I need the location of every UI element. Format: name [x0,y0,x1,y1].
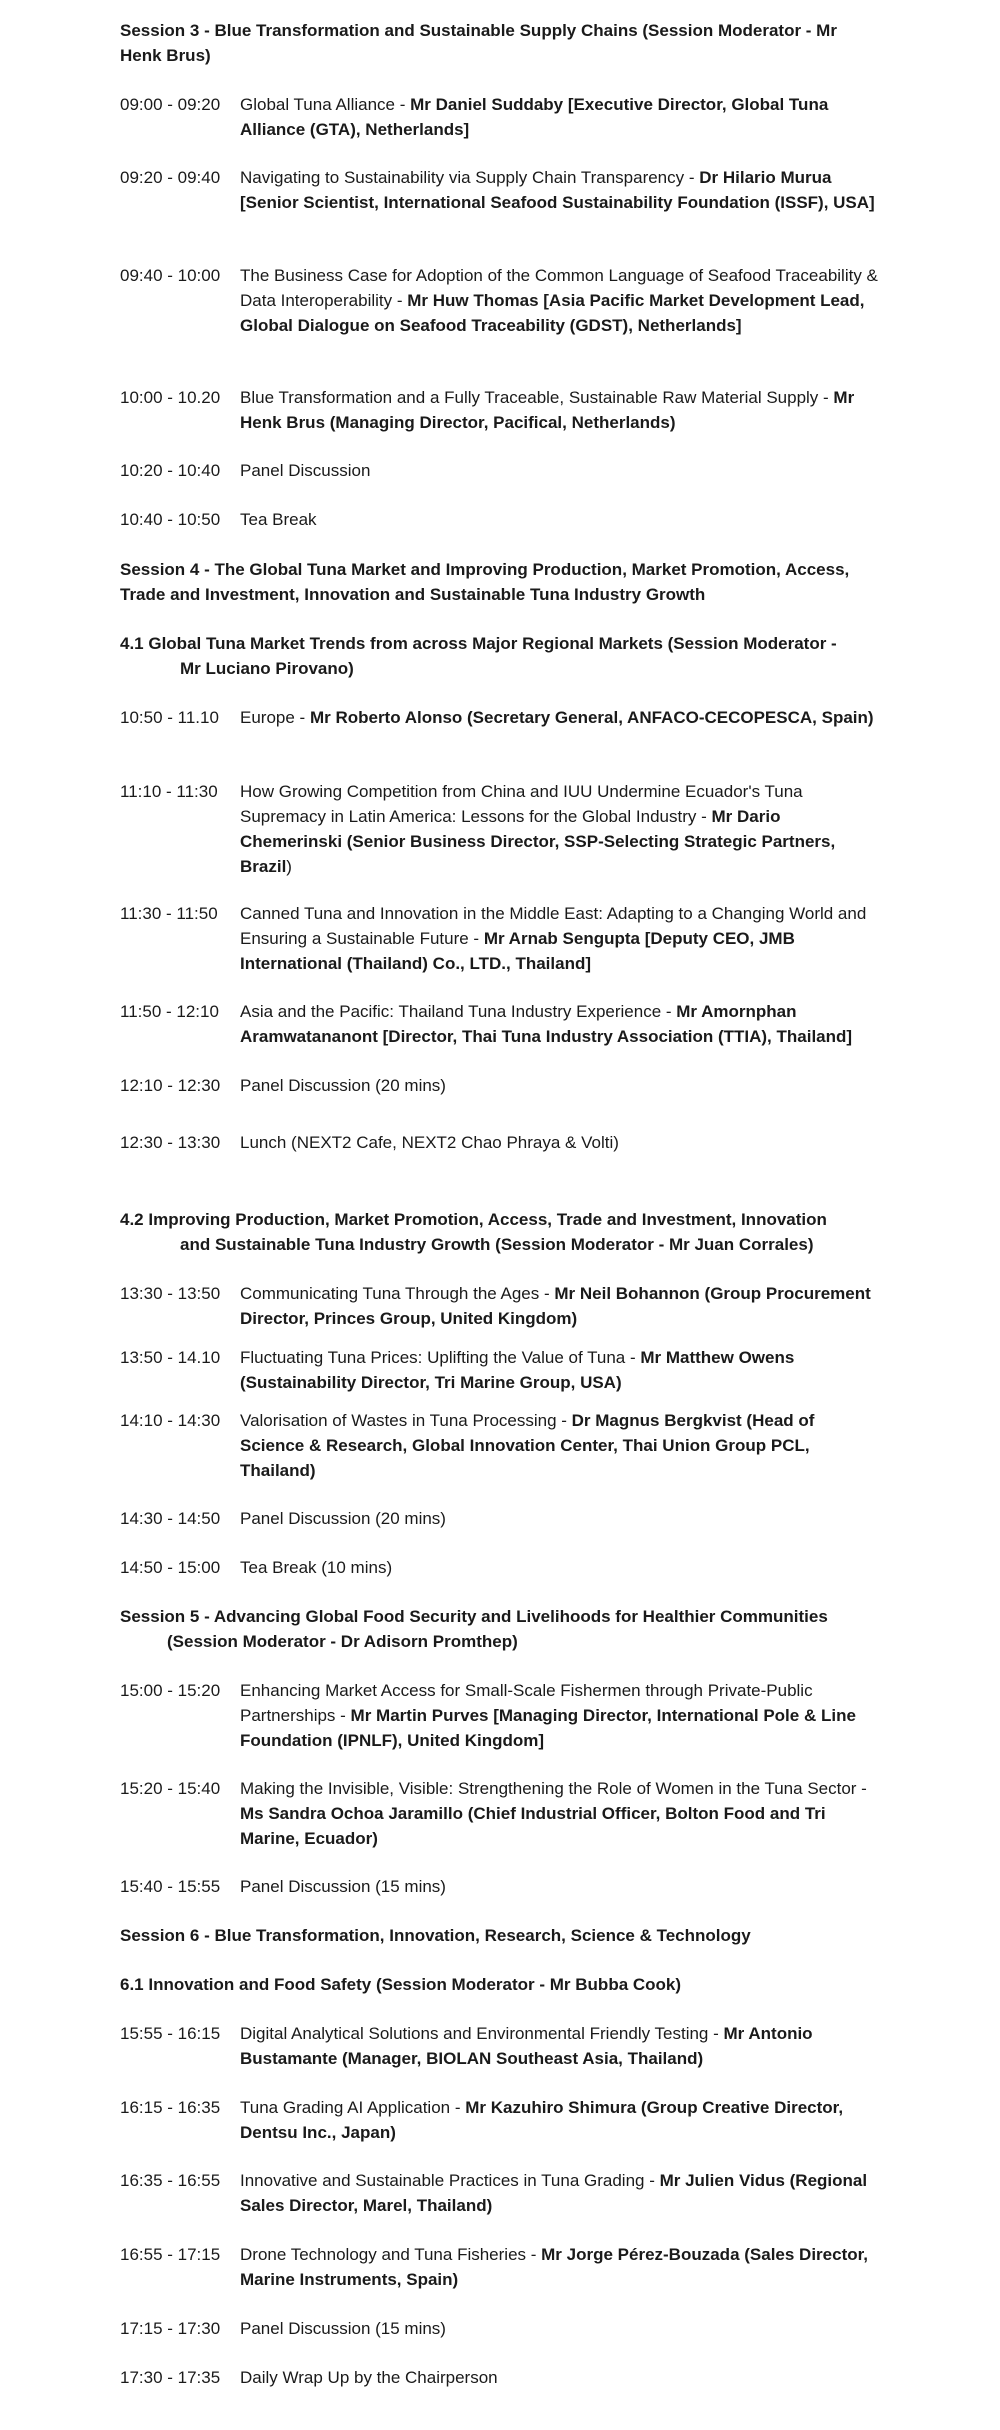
agenda-row: 11:30 - 11:50 Canned Tuna and Innovation in the Middle East: Adapting to a Changing World and Ensuring a Sustainable Future - Mr Arnab Sengupta [Deputy CEO, JMB International (Thailand) Co., LTD., Thailand] [120,904,867,973]
agenda-row: 15:20 - 15:40 Making the Invisible, Visible: Strengthening the Role of Women in the Tuna Sector - Ms Sandra Ochoa Jaramillo (Chief Industrial Officer, Bolton Food and Tri Marine, Ecuador) [120,1779,867,1848]
agenda-row: 09:40 - 10:00 The Business Case for Adoption of the Common Language of Seafood Traceability & Data Interoperability - Mr Huw Thomas [Asia Pacific Market Development Lead, Global Dialogue on Seafood Traceability (GDST), Netherlands] [120,266,878,335]
subsession-6-1-heading: 6.1 Innovation and Food Safety (Session Moderator - Mr Bubba Cook) [120,1975,682,1994]
agenda-row: 14:50 - 15:00 Tea Break (10 mins) [120,1558,393,1577]
agenda-row: 10:50 - 11.10 Europe - Mr Roberto Alonso (Secretary General, ANFACO-CECOPESCA, Spain) [120,708,874,727]
subsession-4-1-heading: 4.1 Global Tuna Market Trends from across Major Regional Markets (Session Moderator - Mr Luciano Pirovano) [120,634,837,678]
agenda-row: 13:50 - 14.10 Fluctuating Tuna Prices: Uplifting the Value of Tuna - Mr Matthew Owens (Sustainability Director, Tri Marine Group, USA) [120,1348,795,1392]
agenda-row: 16:55 - 17:15 Drone Technology and Tuna Fisheries - Mr Jorge Pérez-Bouzada (Sales Director, Marine Instruments, Spain) [120,2245,869,2289]
agenda-row: 15:00 - 15:20 Enhancing Market Access for Small-Scale Fishermen through Private-Public Partnerships - Mr Martin Purves [Managing Director, International Pole & Line Foundation (IPNLF), United Kingdom] [120,1681,856,1750]
agenda-row: 10:20 - 10:40 Panel Discussion [120,461,371,480]
agenda-row: 15:55 - 16:15 Digital Analytical Solutions and Environmental Friendly Testing - Mr Antonio Bustamante (Manager, BIOLAN Southeast Asia, Thailand) [120,2024,813,2068]
agenda-row: 09:20 - 09:40 Navigating to Sustainability via Supply Chain Transparency - Dr Hilario Murua [Senior Scientist, International Seafood Sustainability Foundation (ISSF), USA] [120,168,875,212]
agenda-row: 14:30 - 14:50 Panel Discussion (20 mins) [120,1509,446,1528]
agenda-row: 12:30 - 13:30 Lunch (NEXT2 Cafe, NEXT2 Chao Phraya & Volti) [120,1133,619,1152]
agenda-row: 16:35 - 16:55 Innovative and Sustainable Practices in Tuna Grading - Mr Julien Vidus (Regional Sales Director, Marel, Thailand) [120,2171,868,2215]
session-4-heading: Session 4 - The Global Tuna Market and Improving Production, Market Promotion, Access, Trade and Investment, Innovation and Sustainable Tuna Industry Growth [120,560,850,604]
session-5-heading: Session 5 - Advancing Global Food Security and Livelihoods for Healthier Communities (Session Moderator - Dr Adisorn Promthep) [120,1607,828,1651]
agenda-row: 10:40 - 10:50 Tea Break [120,510,317,529]
agenda-row: 11:10 - 11:30 How Growing Competition from China and IUU Undermine Ecuador's Tuna Supremacy in Latin America: Lessons for the Global Industry - Mr Dario Chemerinski (Senior Business Director, SSP-Selecting Strategic Partners, Brazil) [120,782,836,876]
agenda-row: 12:10 - 12:30 Panel Discussion (20 mins) [120,1076,446,1095]
agenda-row: 11:50 - 12:10 Asia and the Pacific: Thailand Tuna Industry Experience - Mr Amornphan Aramwatananont [Director, Thai Tuna Industry Association (TTIA), Thailand] [120,1002,853,1046]
agenda-row: 10:00 - 10.20 Blue Transformation and a Fully Traceable, Sustainable Raw Material Supply - Mr Henk Brus (Managing Director, Pacifical, Netherlands) [120,388,855,432]
agenda-row: 13:30 - 13:50 Communicating Tuna Through the Ages - Mr Neil Bohannon (Group Procurement Director, Princes Group, United Kingdom) [120,1284,871,1328]
agenda-row: 17:30 - 17:35 Daily Wrap Up by the Chairperson [120,2368,498,2387]
agenda-row: 14:10 - 14:30 Valorisation of Wastes in Tuna Processing - Dr Magnus Bergkvist (Head of Science & Research, Global Innovation Center, Thai Union Group PCL, Thailand) [120,1411,815,1480]
agenda-row: 17:15 - 17:30 Panel Discussion (15 mins) [120,2319,446,2338]
subsession-4-2-heading: 4.2 Improving Production, Market Promotion, Access, Trade and Investment, Innovation and Sustainable Tuna Industry Growth (Session Moderator - Mr Juan Corrales) [120,1210,827,1254]
agenda-row: 09:00 - 09:20 Global Tuna Alliance - Mr Daniel Suddaby [Executive Director, Global Tuna Alliance (GTA), Netherlands] [120,95,829,139]
session-3-heading: Session 3 - Blue Transformation and Sustainable Supply Chains (Session Moderator - Mr Henk Brus) [120,21,837,65]
agenda-row: 16:15 - 16:35 Tuna Grading AI Application - Mr Kazuhiro Shimura (Group Creative Director, Dentsu Inc., Japan) [120,2098,844,2142]
session-6-heading: Session 6 - Blue Transformation, Innovation, Research, Science & Technology [120,1926,751,1945]
agenda-row: 15:40 - 15:55 Panel Discussion (15 mins) [120,1877,446,1896]
